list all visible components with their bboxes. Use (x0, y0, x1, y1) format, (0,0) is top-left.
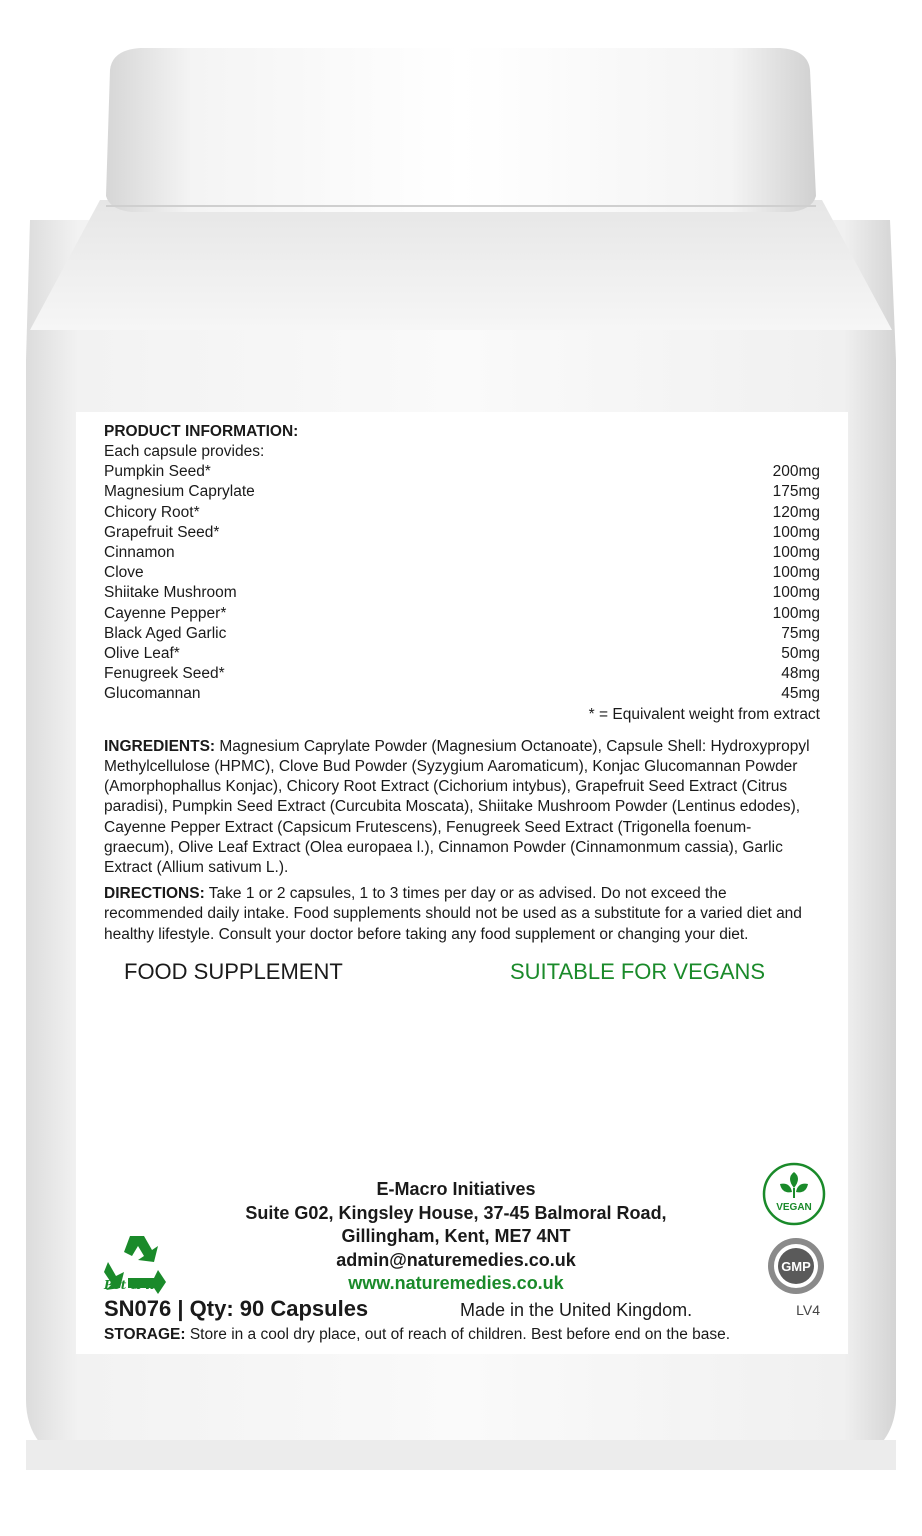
ingredients-paragraph (104, 737, 820, 878)
nutrient-amount: 200mg (772, 463, 820, 481)
nutrient-row (104, 644, 820, 664)
nutrient-name: Grapefruit Seed* (104, 523, 220, 541)
nutrient-name: Fenugreek Seed* (104, 665, 225, 683)
nutrient-amount: 50mg (781, 645, 820, 663)
nutrient-name: Glucomannan (104, 685, 201, 703)
nutrient-name: Magnesium Caprylate (104, 483, 255, 501)
supplement-tags (104, 959, 820, 985)
company-address-line1: Suite G02, Kingsley House, 37-45 Balmoral Road, (245, 1202, 667, 1223)
company-address-line2: Gillingham, Kent, ME7 4NT (341, 1226, 571, 1246)
storage-line (104, 1326, 730, 1344)
ingredients-text: Magnesium Caprylate Powder (Magnesium Octanoate), Capsule Shell: Hydroxypropyl Methylcellulose (HPMC), Clove Bud Powder (Syzygium Aaromaticum), Konjac Glucomannan Powder (Amorphophallus Konjac), Chicory Root Extract (Cichorium intybus), Grapefruit Seed Extract (Citrus paradisi), Pumpkin Seed Extract (Curcubita Moscata), Shiitake Mushroom Powder (Lentinus edodes), Cayenne Pepper Extract (Capsicum Frutescens), Fenugreek Seed Extract (Trigonella foenum-graecum), Olive Leaf Extract (Olea europaea l.), Cinnamon Powder (Cinnamonmum cassia), Garlic Extract (Allium sativum L.). (104, 737, 810, 877)
nutrient-row (104, 523, 820, 543)
nutrient-amount: 100mg (772, 523, 820, 541)
nutrient-row (104, 583, 820, 603)
equivalent-weight-footnote: * = Equivalent weight from extract (588, 705, 820, 723)
nutrient-row (104, 482, 820, 502)
company-email[interactable]: admin@naturemedies.co.uk (336, 1249, 576, 1270)
nutrient-name: Olive Leaf* (104, 645, 180, 663)
nutrient-row (104, 543, 820, 563)
nutrient-row (104, 684, 820, 704)
nutrient-amount: 175mg (772, 483, 820, 501)
nutrient-row (104, 563, 820, 583)
nutrient-amount: 120mg (772, 503, 820, 521)
nutrient-amount: 100mg (772, 584, 820, 602)
product-information-heading: PRODUCT INFORMATION: (104, 423, 299, 440)
nutrient-name: Chicory Root* (104, 503, 200, 521)
nutrient-row (104, 503, 820, 523)
nutrient-name: Black Aged Garlic (104, 624, 227, 642)
nutrient-amount: 48mg (781, 665, 820, 683)
label-version: LV4 (796, 1302, 820, 1318)
nutrient-amount: 75mg (781, 624, 820, 642)
nutrient-name: Clove (104, 564, 144, 582)
nutrient-amount: 100mg (772, 544, 820, 562)
nutrient-amount: 100mg (772, 604, 820, 622)
recycle-caption: Pot & lid (104, 1278, 163, 1292)
ingredients-label: INGREDIENTS: (104, 737, 216, 755)
nutrient-row (104, 604, 820, 624)
storage-label: STORAGE: (104, 1326, 186, 1343)
company-name: E-Macro Initiatives (376, 1179, 536, 1199)
directions-paragraph (104, 884, 820, 945)
company-block (206, 1178, 706, 1296)
vegan-badge-text: VEGAN (776, 1202, 812, 1213)
vegan-badge-icon (762, 1162, 826, 1226)
nutrient-amount: 100mg (772, 564, 820, 582)
nutrient-row (104, 664, 820, 684)
vegan-tag: SUITABLE FOR VEGANS (510, 958, 766, 984)
directions-text: Take 1 or 2 capsules, 1 to 3 times per day or as advised. Do not exceed the recommended daily intake. Food supplements should not be used as a substitute for a varied diet and healthy lifestyle. Consult your doctor before taking any food supplement or changing your diet. (104, 885, 802, 943)
gmp-badge-icon (766, 1236, 826, 1296)
made-in-text: Made in the United Kingdom. (460, 1300, 693, 1320)
storage-text: Store in a cool dry place, out of reach of children. Best before end on the base. (185, 1326, 731, 1343)
product-label (76, 412, 848, 1354)
gmp-badge-text: GMP (781, 1259, 811, 1274)
nutrient-name: Cayenne Pepper* (104, 604, 227, 622)
nutrient-row (104, 462, 820, 482)
nutrient-name: Cinnamon (104, 544, 175, 562)
product-code-quantity: SN076 | Qty: 90 Capsules (104, 1296, 369, 1321)
company-website[interactable]: www.naturemedies.co.uk (348, 1273, 564, 1293)
nutrient-name: Shiitake Mushroom (104, 584, 237, 602)
nutrient-amount: 45mg (781, 685, 820, 703)
nutrient-row (104, 624, 820, 644)
product-id-row (104, 1296, 820, 1322)
capsule-intro: Each capsule provides: (104, 443, 265, 460)
directions-label: DIRECTIONS: (104, 885, 205, 903)
nutrient-name: Pumpkin Seed* (104, 463, 211, 481)
nutrient-table (104, 462, 820, 704)
food-supplement-tag: FOOD SUPPLEMENT (124, 958, 343, 984)
